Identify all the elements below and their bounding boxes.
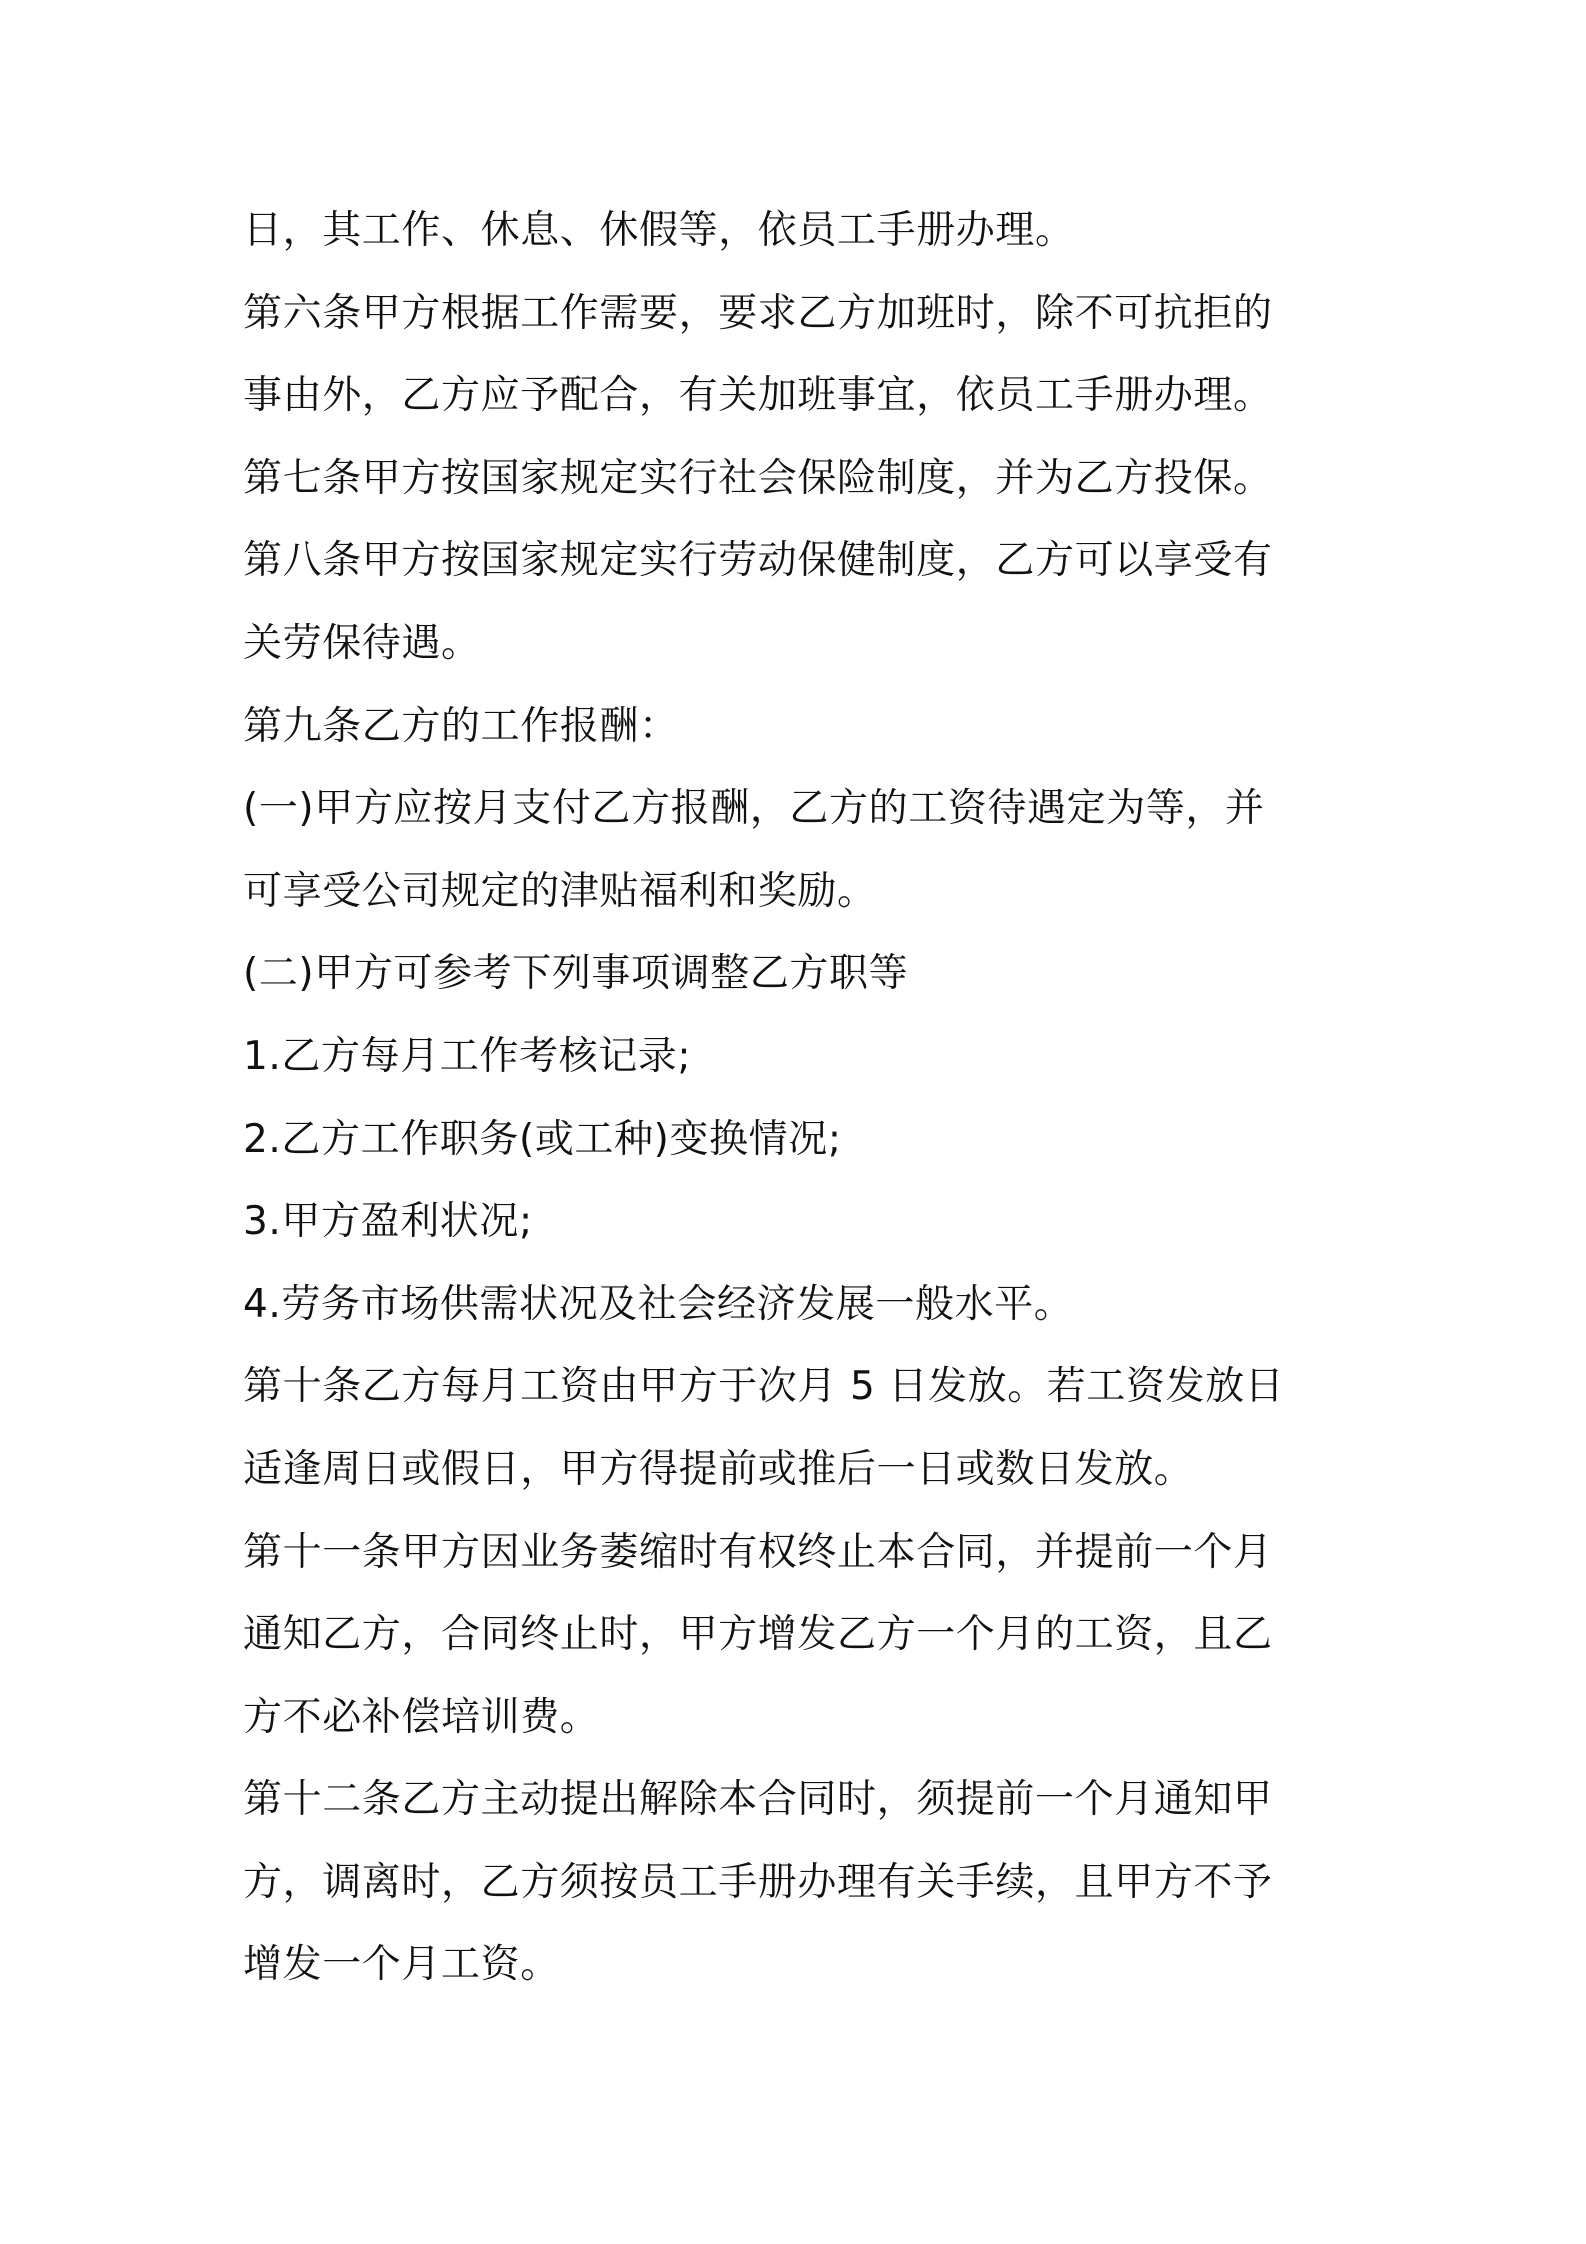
text-line: 第六条甲方根据工作需要，要求乙方加班时，除不可抗拒的 xyxy=(243,290,1273,336)
text-line: 日，其工作、休息、休假等，依员工手册办理。 xyxy=(243,208,1075,253)
text-line: 事由外，乙方应予配合，有关加班事宜，依员工手册办理。 xyxy=(243,373,1273,419)
text-line: 3.甲方盈利状况; xyxy=(243,1199,533,1245)
text-line: 第八条甲方按国家规定实行劳动保健制度，乙方可以享受有 xyxy=(243,538,1273,584)
text-line: 方不必补偿培训费。 xyxy=(243,1694,600,1740)
text-line: 可享受公司规定的津贴福利和奖励。 xyxy=(243,868,877,914)
text-line: 通知乙方，合同终止时，甲方增发乙方一个月的工资，且乙 xyxy=(243,1612,1273,1658)
text-line: 方，调离时，乙方须按员工手册办理有关手续，且甲方不予 xyxy=(243,1859,1273,1905)
text-line: 关劳保待遇。 xyxy=(243,620,481,666)
text-line: 增发一个月工资。 xyxy=(243,1942,560,1988)
text-line: 第九条乙方的工作报酬： xyxy=(243,703,679,749)
text-line: 4.劳务市场供需状况及社会经济发展一般水平。 xyxy=(243,1281,1074,1327)
text-line: 2.乙方工作职务(或工种)变换情况; xyxy=(243,1116,842,1162)
document-body xyxy=(243,190,1363,2007)
text-line: 第十一条甲方因业务萎缩时有权终止本合同，并提前一个月 xyxy=(243,1529,1273,1575)
text-line: 1.乙方每月工作考核记录; xyxy=(243,1033,692,1079)
text-line: 适逢周日或假日，甲方得提前或推后一日或数日发放。 xyxy=(243,1446,1194,1492)
text-line: (二)甲方可参考下列事项调整乙方职等 xyxy=(243,951,909,997)
text-line: 第十条乙方每月工资由甲方于次月 5 日发放。若工资发放日 xyxy=(243,1364,1285,1410)
text-line: (一)甲方应按月支付乙方报酬，乙方的工资待遇定为等，并 xyxy=(243,786,1265,832)
text-line: 第七条甲方按国家规定实行社会保险制度，并为乙方投保。 xyxy=(243,455,1273,501)
text-line: 第十二条乙方主动提出解除本合同时，须提前一个月通知甲 xyxy=(243,1777,1273,1823)
